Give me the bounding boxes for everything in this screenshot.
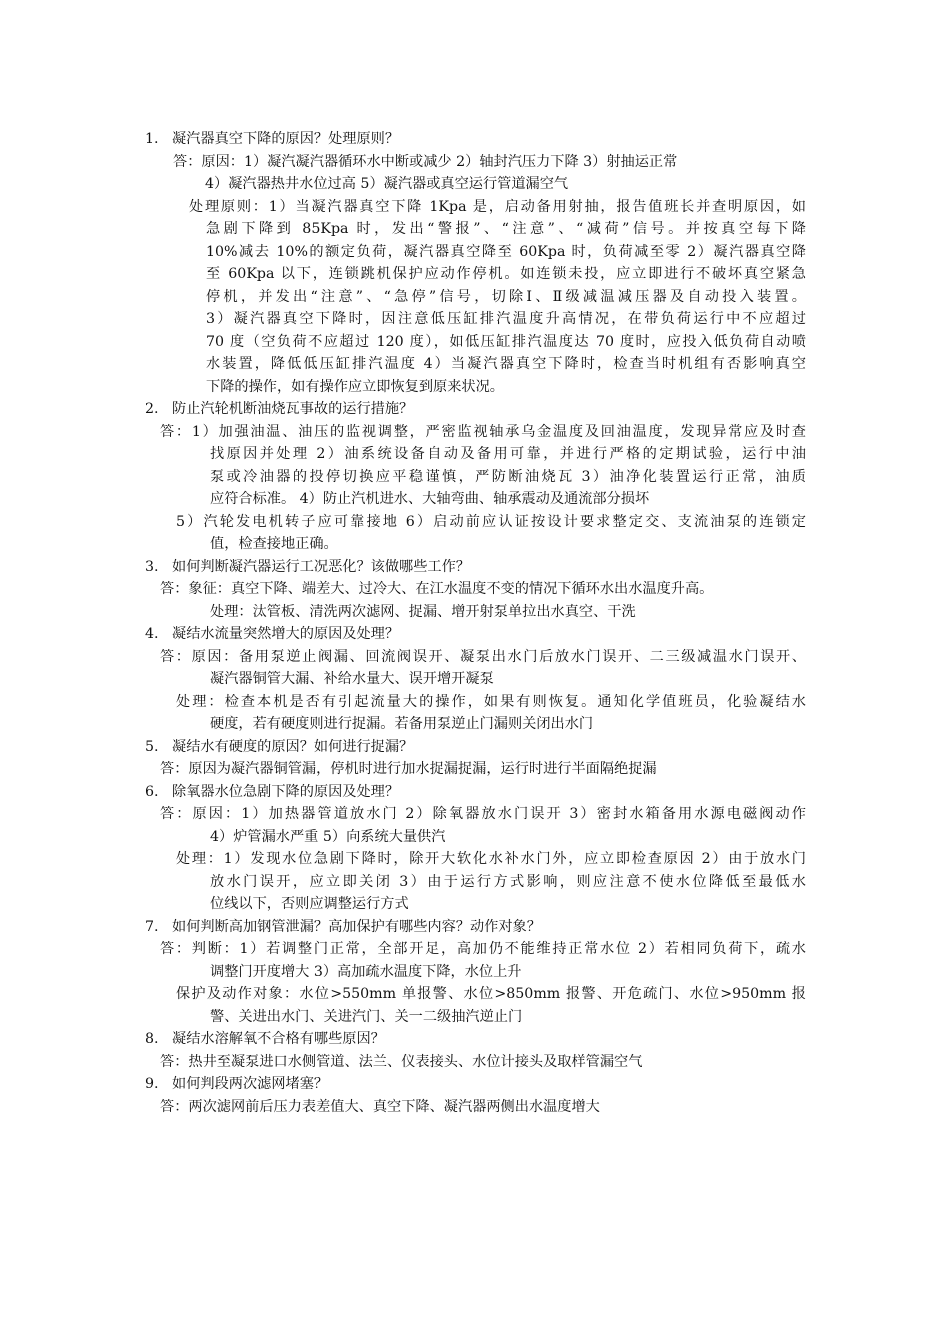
answer-line: 答：原因：1）加热器管道放水门 2）除氧器放水门误开 3）密封水箱备用水源电磁阀动作 (160, 806, 806, 822)
document-body (0, 128, 950, 1118)
answer-line: 位线以下，否则应调整运行方式 (210, 896, 409, 912)
answer-line: 处理：汰管板、清洗两次滤网、捉漏、增开射泵单拉出水真空、干洗 (210, 603, 636, 620)
question-number: 1. (145, 131, 159, 147)
answer-line: 3）凝汽器真空下降时，因注意低压缸排汽温度升高情况，在带负荷运行中不应超过 (206, 311, 806, 327)
question-number: 5. (145, 738, 159, 755)
question-text: 凝结水流量突然增大的原因及处理？ (172, 626, 400, 642)
answer-line: 急剧下降到 85Kpa 时，发出“警报”、“注意”、“减荷”信号。并按真空每下降 (206, 221, 806, 237)
answer-line: 水装置，降低低压缸排汽温度 4）当凝汽器真空下降时，检查当时机组有否影响真空 (206, 356, 806, 372)
question-heading (0, 736, 950, 759)
answer-line: 下降的操作，如有操作应立即恢复到原来状况。 (206, 378, 504, 395)
question-heading (0, 781, 950, 804)
answer-line: 保护及动作对象：水位>550mm 单报警、水位>850mm 报警、开危疏门、水位>950mm 报 (176, 986, 806, 1002)
answer-line: 4）炉管漏水严重 5）向系统大量供汽 (210, 828, 446, 845)
question-heading (0, 1073, 950, 1096)
question-heading (0, 398, 950, 421)
question-number: 8. (145, 1031, 159, 1047)
answer-line: 停机，并发出“注意”、“急停”信号，切除Ⅰ、Ⅱ级减温减压器及自动投入装置。 (206, 288, 806, 305)
answer-line: 4）凝汽器热井水位过高 5）凝汽器或真空运行管道漏空气 (205, 176, 569, 192)
question-number: 6. (145, 783, 159, 800)
question-heading (0, 916, 950, 939)
question-text: 除氧器水位急剧下降的原因及处理？ (172, 783, 400, 800)
answer-line: 泵或冷油器的投停切换应平稳谨慎，严防断油烧瓦 3）油净化装置运行正常，油质 (210, 468, 806, 485)
answer-line: 找原因并处理 2）油系统设备自动及备用可靠，并进行严格的定期试验，运行中油 (210, 446, 806, 462)
answer-line: 处理：1）发现水位急剧下降时，除开大软化水补水门外，应立即检查原因 2）由于放水门 (176, 851, 806, 867)
answer-line: 硬度，若有硬度则进行捉漏。若备用泵逆止门漏则关闭出水门 (210, 716, 594, 732)
answer-line: 调整门开度增大 3）高加疏水温度下降，水位上升 (210, 963, 522, 980)
question-text: 如何判断凝汽器运行工况恶化？该做哪些工作？ (172, 558, 470, 575)
answer-line: 值，检查接地正确。 (210, 536, 338, 552)
answer-line: 答：判断：1）若调整门正常，全部开足，高加仍不能维持正常水位 2）若相同负荷下，疏水 (160, 941, 806, 957)
answer-line: 答：原因：1）凝汽凝汽器循环水中断或减少 2）轴封汽压力下降 3）射抽运正常 (173, 153, 678, 170)
question-number: 4. (145, 626, 159, 642)
question-heading (0, 556, 950, 579)
question-text: 如何判段两次滤网堵塞？ (172, 1076, 329, 1092)
answer-line: 答：象征：真空下降、端差大、过冷大、在江水温度不变的情况下循环水出水温度升高。 (160, 581, 714, 597)
answer-line: 处理：检查本机是否有引起流量大的操作，如果有则恢复。通知化学值班员，化验凝结水 (176, 693, 806, 710)
question-number: 7. (145, 918, 159, 935)
answer-line: 处理原则：1）当凝汽器真空下降 1Kpa 是，启动备用射抽，报告值班长并查明原因，如 (189, 198, 806, 215)
question-number: 9. (145, 1076, 159, 1092)
answer-line: 放水门误开，应立即关闭 3）由于运行方式影响，则应注意不使水位降低至最低水 (210, 873, 806, 890)
question-text: 凝结水有硬度的原因？如何进行捉漏？ (172, 738, 414, 755)
answer-line: 10%减去 10%的额定负荷，凝汽器真空降至 60Kpa 时，负荷减至零 2）凝汽器真空降 (206, 243, 806, 260)
answer-line: 答：两次滤网前后压力表差值大、真空下降、凝汽器两侧出水温度增大 (160, 1098, 600, 1115)
answer-line: 70 度（空负荷不应超过 120 度），如低压缸排汽温度达 70 度时，应投入低负荷自动喷 (206, 333, 806, 350)
answer-line: 凝汽器铜管大漏、补给水量大、误开增开凝泵 (210, 671, 494, 687)
question-heading (0, 1028, 950, 1051)
answer-line: 答：热井至凝泵进口水侧管道、法兰、仪表接头、水位计接头及取样管漏空气 (160, 1053, 643, 1070)
question-text: 如何判断高加钢管泄漏？高加保护有哪些内容？动作对象？ (172, 918, 541, 935)
answer-line: 答：1）加强油温、油压的监视调整，严密监视轴承乌金温度及回油温度，发现异常应及时查 (160, 423, 806, 440)
question-number: 2. (145, 401, 159, 417)
question-text: 防止汽轮机断油烧瓦事故的运行措施？ (172, 401, 414, 417)
answer-line: 5）汽轮发电机转子应可靠接地 6）启动前应认证按设计要求整定交、支流油泵的连锁定 (176, 513, 806, 530)
question-heading (0, 623, 950, 646)
question-heading (0, 128, 950, 151)
answer-line: 至 60Kpa 以下，连锁跳机保护应动作停机。如连锁未投，应立即进行不破坏真空紧急 (206, 266, 806, 282)
question-text: 凝汽器真空下降的原因？处理原则？ (172, 131, 400, 147)
answer-line: 警、关进出水门、关进汽门、关一二级抽汽逆止门 (210, 1008, 523, 1025)
answer-line: 答：原因为凝汽器铜管漏，停机时进行加水捉漏捉漏，运行时进行半面隔绝捉漏 (160, 761, 657, 777)
answer-line: 应符合标准。 4）防止汽机进水、大轴弯曲、轴承震动及通流部分损坏 (210, 491, 650, 507)
question-number: 3. (145, 558, 159, 575)
question-text: 凝结水溶解氧不合格有哪些原因？ (172, 1031, 385, 1047)
answer-line: 答：原因：备用泵逆止阀漏、回流阀误开、凝泵出水门后放水门误开、二三级减温水门误开、 (160, 648, 806, 665)
